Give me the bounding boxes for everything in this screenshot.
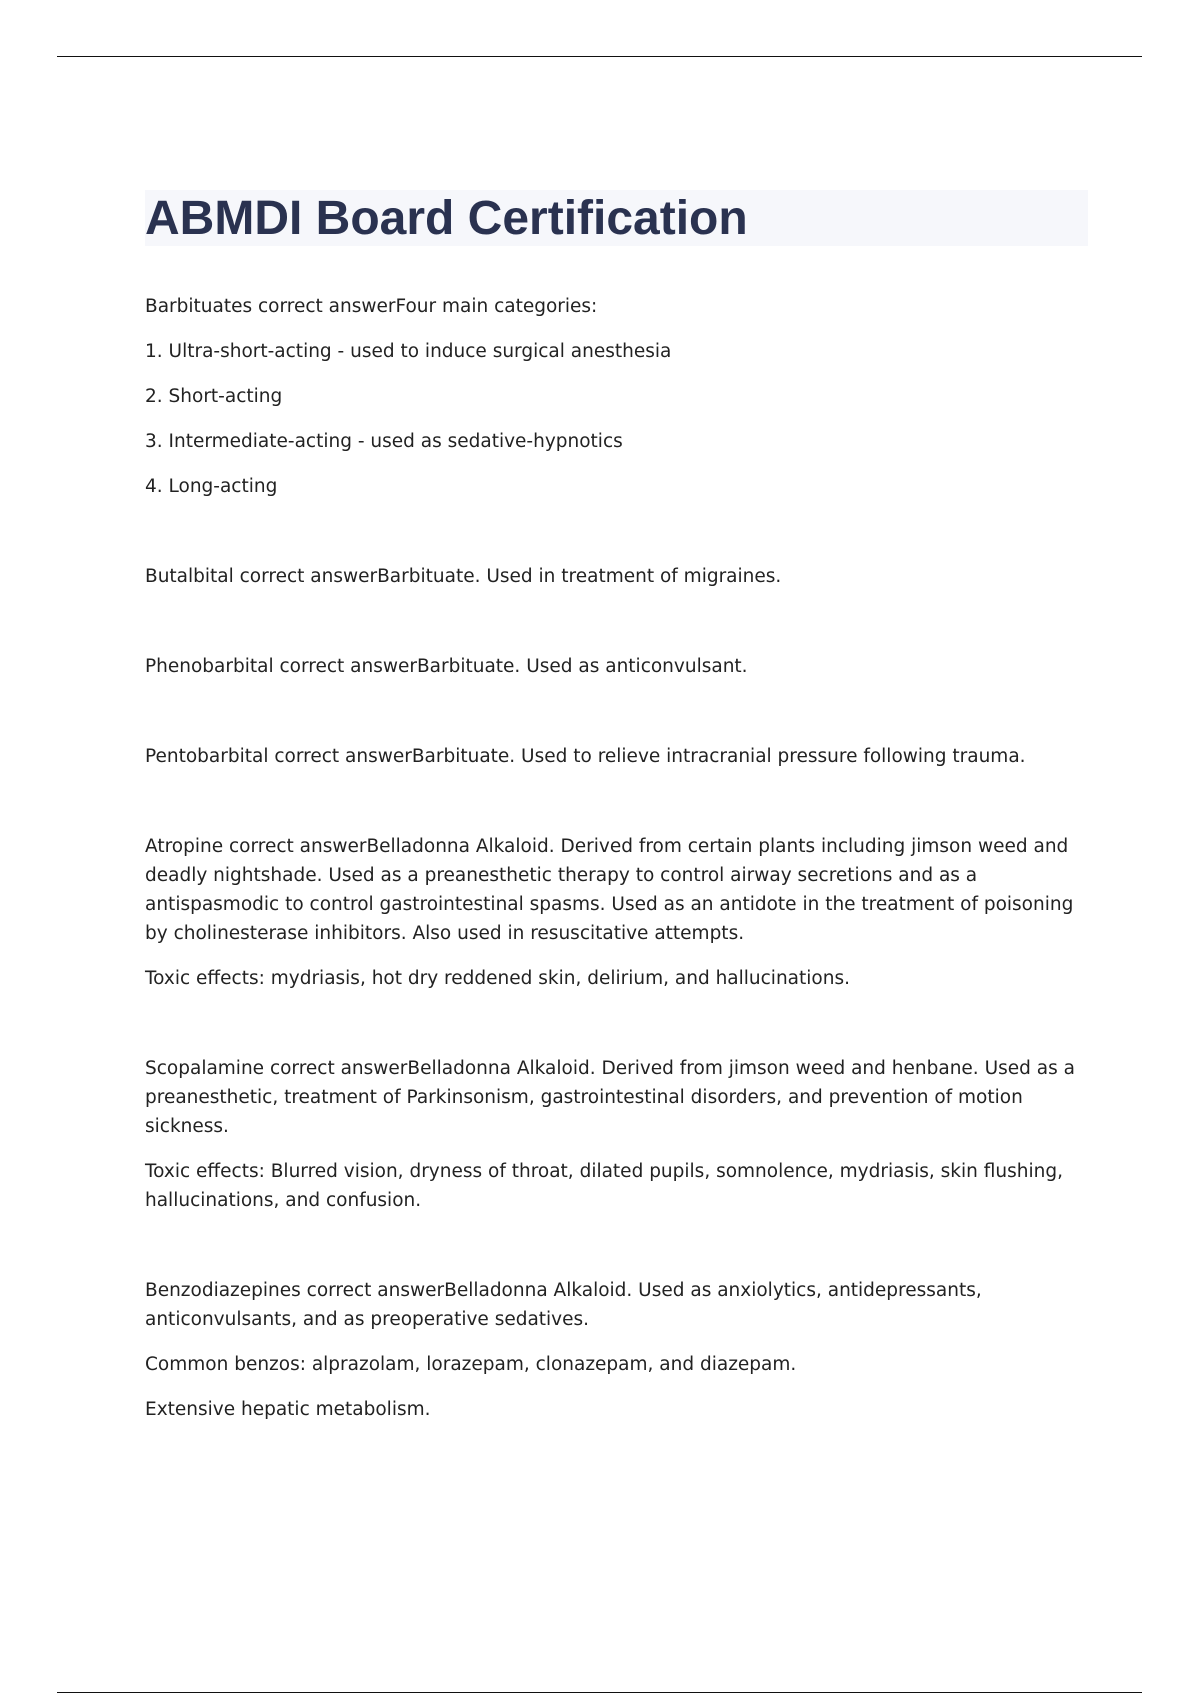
list-item: 3. Intermediate-acting - used as sedative-hypnotics [145, 431, 623, 452]
paragraph: Toxic effects: Blurred vision, dryness of throat, dilated pupils, somnolence, mydriasis, skin flushing, hallucinations, and confusion. [145, 1161, 1063, 1211]
paragraph: Butalbital correct answerBarbituate. Used in treatment of migraines. [145, 566, 782, 587]
entry-gap [145, 517, 1095, 562]
paragraph: Toxic effects: mydriasis, hot dry reddened skin, delirium, and hallucinations. [145, 968, 850, 989]
entry-gap [145, 697, 1095, 742]
entry-gap [145, 1009, 1095, 1054]
paragraph: Pentobarbital correct answerBarbituate. Used to relieve intracranial pressure following trauma. [145, 746, 1026, 767]
entry-gap [145, 607, 1095, 652]
entry-phenobarbital [145, 652, 1095, 681]
bottom-rule [57, 1692, 1142, 1693]
entry-butalbital [145, 562, 1095, 591]
paragraph: Phenobarbital correct answerBarbituate. Used as anticonvulsant. [145, 656, 748, 677]
entry-benzodiazepines [145, 1276, 1095, 1424]
entry-atropine [145, 832, 1095, 993]
paragraph: Scopalamine correct answerBelladonna Alkaloid. Derived from jimson weed and henbane. Used as a preanesthetic, treatment of Parkinsonism, gastrointestinal disorders, and prevention of motion sickness. [145, 1058, 1075, 1137]
list-item: 4. Long-acting [145, 476, 278, 497]
list-item: 2. Short-acting [145, 386, 283, 407]
entry-pentobarbital [145, 742, 1095, 771]
top-rule [57, 56, 1142, 57]
entry-gap [145, 787, 1095, 832]
entry-scopalamine [145, 1054, 1095, 1215]
entry-gap [145, 1231, 1095, 1276]
list-item: 1. Ultra-short-acting - used to induce surgical anesthesia [145, 341, 672, 362]
document-body [145, 292, 1095, 1440]
paragraph: Atropine correct answerBelladonna Alkaloid. Derived from certain plants including jimson weed and deadly nightshade. Used as a preanesthetic therapy to control airway secretions and as a antispasmodic to control gastrointestinal spasms. Used as an antidote in the treatment of poisoning by cholinesterase inhibitors. Also used in resuscitative attempts. [145, 836, 1074, 944]
document-title: ABMDI Board Certification [145, 192, 748, 245]
entry-barbituates [145, 292, 1095, 501]
paragraph: Barbituates correct answerFour main categories: [145, 296, 598, 317]
paragraph: Extensive hepatic metabolism. [145, 1399, 431, 1420]
paragraph: Common benzos: alprazolam, lorazepam, clonazepam, and diazepam. [145, 1354, 797, 1375]
paragraph: Benzodiazepines correct answerBelladonna Alkaloid. Used as anxiolytics, antidepressants, anticonvulsants, and as preoperative sedatives. [145, 1280, 982, 1330]
